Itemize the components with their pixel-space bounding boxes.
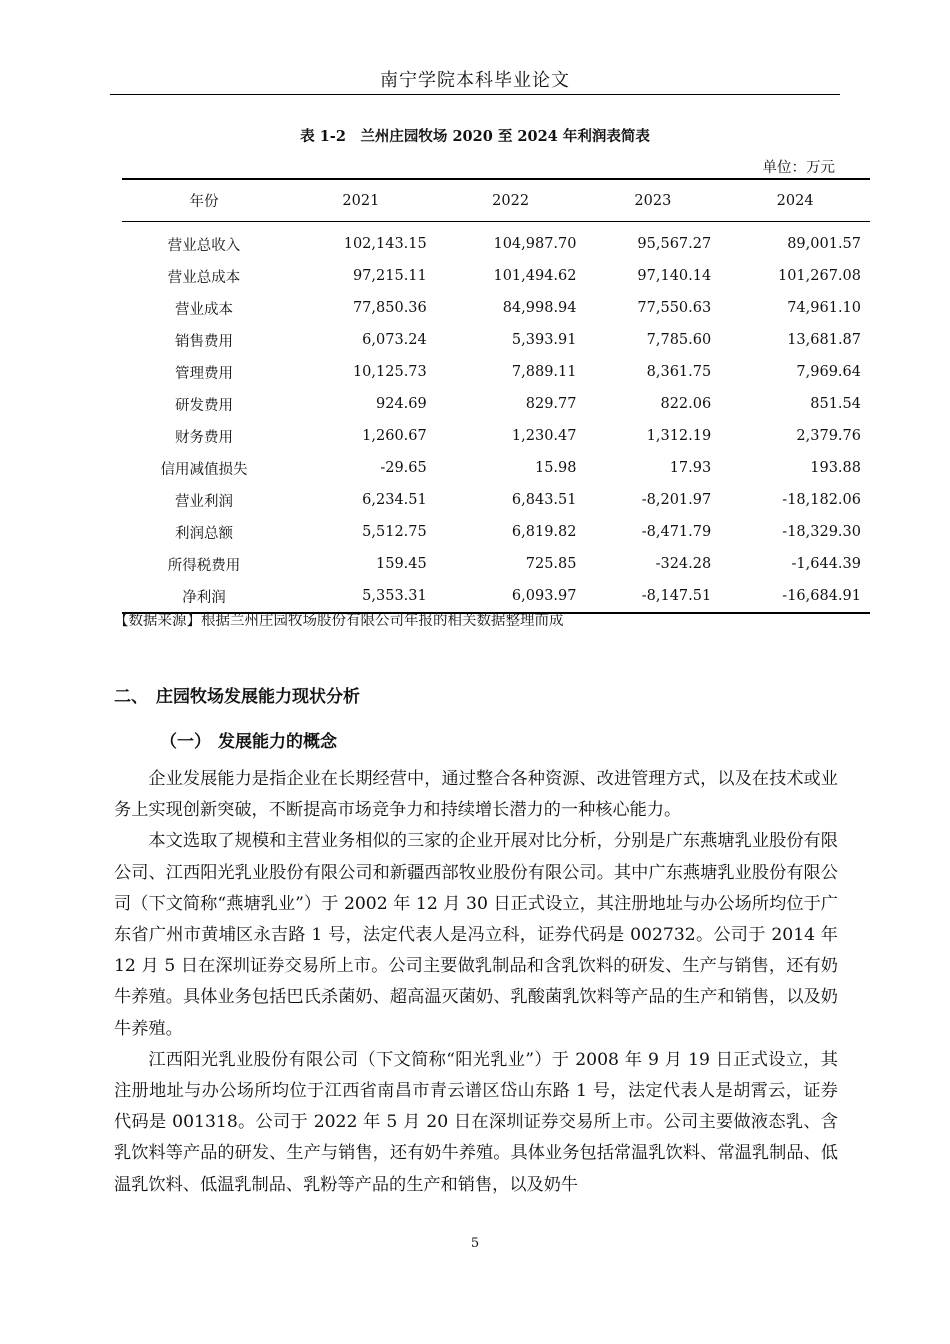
data-source-note: 【数据来源】根据兰州庄园牧场股份有限公司年报的相关数据整理而成 [114, 613, 564, 629]
table-cell: 1,230.47 [511, 428, 577, 444]
table-row [122, 516, 870, 548]
table-cell: 77,550.63 [637, 300, 712, 316]
table-cell: 851.54 [810, 396, 861, 412]
table-cell: 6,843.51 [511, 492, 577, 508]
table-cell: -8,147.51 [641, 588, 712, 604]
table-cell: -8,471.79 [641, 524, 712, 540]
table-row [122, 292, 870, 324]
table-cell: 5,393.91 [511, 332, 577, 348]
table-cell: -16,684.91 [782, 588, 861, 604]
table-cell: 17.93 [669, 460, 712, 476]
table-row [122, 484, 870, 516]
subsection-heading [160, 727, 337, 752]
table-cell: 7,785.60 [646, 332, 712, 348]
table-cell: 6,073.24 [362, 332, 427, 348]
table-header-row [122, 179, 870, 222]
paragraph: 江西阳光乳业股份有限公司（下文简称“阳光乳业”）于 2008 年 9 月 19 日正式设立，其注册地址与办公场所均位于江西省南昌市青云谱区岱山东路 1 号，法定代表人是胡霄云，证券代码是 001318。公司于 2022 年 5 月 20 日在深圳证券交易所上市。公司主要做液态乳、含乳饮料等产品的研发、生产与销售，还有奶牛养殖。具体业务包括常温乳饮料、常温乳制品、低温乳饮料、低温乳制品、乳粉等产品的生产和销售，以及奶牛 [114, 1049, 838, 1195]
table-cell: 101,267.08 [777, 268, 861, 284]
table-cell: 89,001.57 [787, 236, 861, 252]
table-cell: -18,182.06 [782, 492, 861, 508]
table-cell: 1,260.67 [362, 428, 427, 444]
table-cell: 13,681.87 [787, 332, 861, 348]
table-cell: 924.69 [376, 396, 427, 412]
row-label: 营业成本 [175, 301, 233, 318]
table-cell: 5,512.75 [362, 524, 427, 540]
row-label: 信用减值损失 [160, 461, 248, 478]
subsection-number: （一） [160, 732, 211, 752]
table-cell: -8,201.97 [641, 492, 712, 508]
table-row [122, 222, 870, 261]
row-label: 净利润 [182, 589, 226, 606]
table-cell: 725.85 [525, 556, 577, 572]
table-cell: 1,312.19 [646, 428, 712, 444]
page-number: 5 [470, 1236, 480, 1251]
table-cell: 15.98 [534, 460, 577, 476]
table-cell: 95,567.27 [637, 236, 712, 252]
table-cell: 6,093.97 [511, 588, 577, 604]
table-cell: 77,850.36 [352, 300, 427, 316]
row-label: 营业利润 [175, 493, 233, 510]
column-header: 2021 [342, 192, 380, 209]
table-cell: 97,140.14 [637, 268, 712, 284]
income-statement-table [122, 178, 870, 614]
paragraph: 本文选取了规模和主营业务相似的三家的企业开展对比分析，分别是广东燕塘乳业股份有限公司、江西阳光乳业股份有限公司和新疆西部牧业股份有限公司。其中广东燕塘乳业股份有限公司（下文简称“燕塘乳业”）于 2002 年 12 月 30 日正式设立，其注册地址与办公场所均位于广东省广州市黄埔区永吉路 1 号，法定代表人是冯立科，证券代码是 002732。公司于 2014 年 12 月 5 日在深圳证券交易所上市。公司主要做乳制品和含乳饮料的研发、生产与销售，还有奶牛养殖。具体业务包括巴氏杀菌奶、超高温灭菌奶、乳酸菌乳饮料等产品的生产和销售，以及奶牛养殖。 [114, 831, 838, 1039]
table-cell: 822.06 [660, 396, 712, 412]
table-cell: 193.88 [810, 460, 861, 476]
table-cell: -18,329.30 [782, 524, 861, 540]
column-header: 年份 [189, 194, 219, 210]
row-label: 营业总成本 [167, 269, 241, 286]
table-cell: 5,353.31 [362, 588, 427, 604]
table-cell: 6,234.51 [362, 492, 427, 508]
row-label: 营业总收入 [167, 237, 241, 254]
table-row [122, 260, 870, 292]
table-cell: 6,819.82 [511, 524, 577, 540]
body-text [114, 764, 838, 1201]
section-title: 庄园牧场发展能力现状分析 [156, 687, 360, 707]
table-cell: 97,215.11 [352, 268, 427, 284]
section-number: 二、 [114, 687, 148, 707]
table-row [122, 548, 870, 580]
column-header: 2023 [634, 192, 672, 209]
table-cell: 84,998.94 [502, 300, 577, 316]
column-header: 2022 [492, 192, 530, 209]
table-unit: 单位：万元 [762, 160, 835, 176]
table-cell: -29.65 [380, 460, 427, 476]
table-cell: 2,379.76 [796, 428, 861, 444]
table-cell: 159.45 [376, 556, 427, 572]
row-label: 销售费用 [175, 333, 233, 350]
table-row [122, 324, 870, 356]
row-label: 财务费用 [175, 429, 233, 446]
table-cell: -324.28 [655, 556, 712, 572]
row-label: 利润总额 [175, 525, 233, 542]
subsection-title: 发展能力的概念 [218, 732, 337, 752]
table-cell: 101,494.62 [493, 268, 577, 284]
table-cell: -1,644.39 [791, 556, 861, 572]
table-cell: 7,969.64 [796, 364, 861, 380]
table-cell: 7,889.11 [511, 364, 577, 380]
header-rule [110, 94, 840, 95]
row-label: 管理费用 [175, 365, 233, 382]
table-cell: 829.77 [525, 396, 577, 412]
table-caption: 表 1-2 兰州庄园牧场 2020 至 2024 年利润表简表 [300, 128, 650, 145]
row-label: 所得税费用 [167, 557, 241, 574]
table-row [122, 388, 870, 420]
table-cell: 104,987.70 [493, 236, 577, 252]
table-cell: 8,361.75 [646, 364, 712, 380]
section-heading [114, 682, 360, 707]
page-header: 南宁学院本科毕业论文 [380, 70, 570, 91]
table-row [122, 356, 870, 388]
table-cell: 102,143.15 [343, 236, 427, 252]
paragraph: 企业发展能力是指企业在长期经营中，通过整合各种资源、改进管理方式，以及在技术或业务上实现创新突破，不断提高市场竞争力和持续增长潜力的一种核心能力。 [114, 769, 838, 821]
table-row [122, 452, 870, 484]
table-cell: 10,125.73 [352, 364, 427, 380]
row-label: 研发费用 [175, 397, 233, 414]
column-header: 2024 [776, 192, 814, 209]
table-row [122, 420, 870, 452]
table-cell: 74,961.10 [787, 300, 861, 316]
